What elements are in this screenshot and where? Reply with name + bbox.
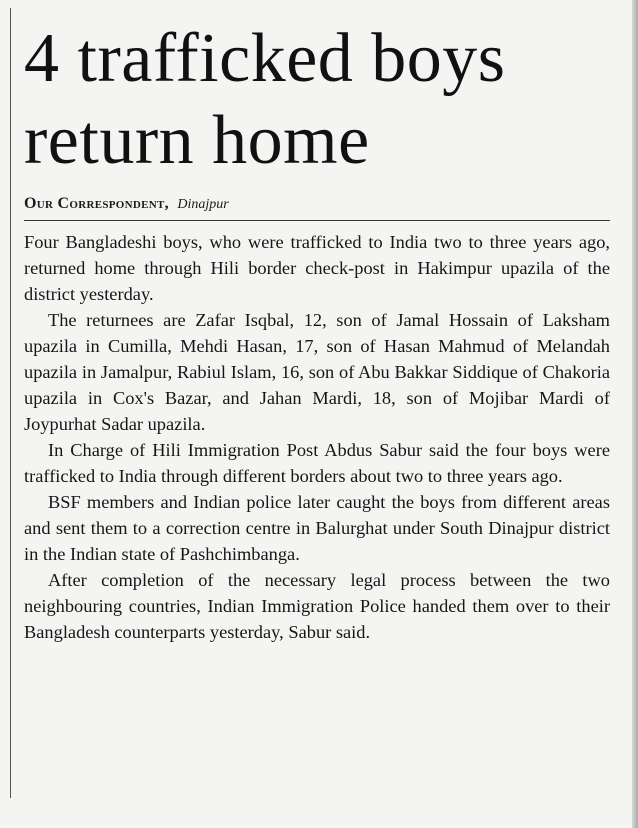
- paragraph: In Charge of Hili Immigration Post Abdus Sabur said the four boys were trafficked to India through different borders about two to three years ago.: [24, 440, 610, 486]
- byline-location: Dinajpur: [177, 197, 229, 212]
- column-rule: [10, 8, 11, 798]
- article-body: [24, 229, 610, 645]
- paragraph: BSF members and Indian police later caught the boys from different areas and sent them to a correction centre in Balurghat under South Dinajpur district in the Indian state of Pashchimbanga.: [24, 492, 610, 564]
- paragraph: After completion of the necessary legal process between the two neighbouring countries, Indian Immigration Police handed them over to their Bangladesh counterparts yesterday, Sabur said.: [24, 570, 610, 642]
- byline-divider: [24, 220, 610, 221]
- paragraph: The returnees are Zafar Isqbal, 12, son of Jamal Hossain of Laksham upazila in Cumilla, Mehdi Hasan, 17, son of Hasan Mahmud of Melandah upazila in Jamalpur, Rabiul Islam, 16, son of Abu Bakkar Siddique of Chakoria upazila in Cox's Bazar, and Jahan Mardi, 18, son of Mojibar Mardi of Joypurhat Sadar upazila.: [24, 310, 610, 434]
- byline-author: Our Correspondent,: [24, 195, 169, 212]
- paragraph: Four Bangladeshi boys, who were trafficked to India two to three years ago, returned home through Hili border check-post in Hakimpur upazila of the district yesterday.: [24, 232, 610, 304]
- headline: 4 trafficked boys return home: [24, 20, 506, 179]
- byline: [24, 194, 610, 215]
- news-article: [24, 18, 610, 645]
- page-edge-shadow: [632, 0, 638, 828]
